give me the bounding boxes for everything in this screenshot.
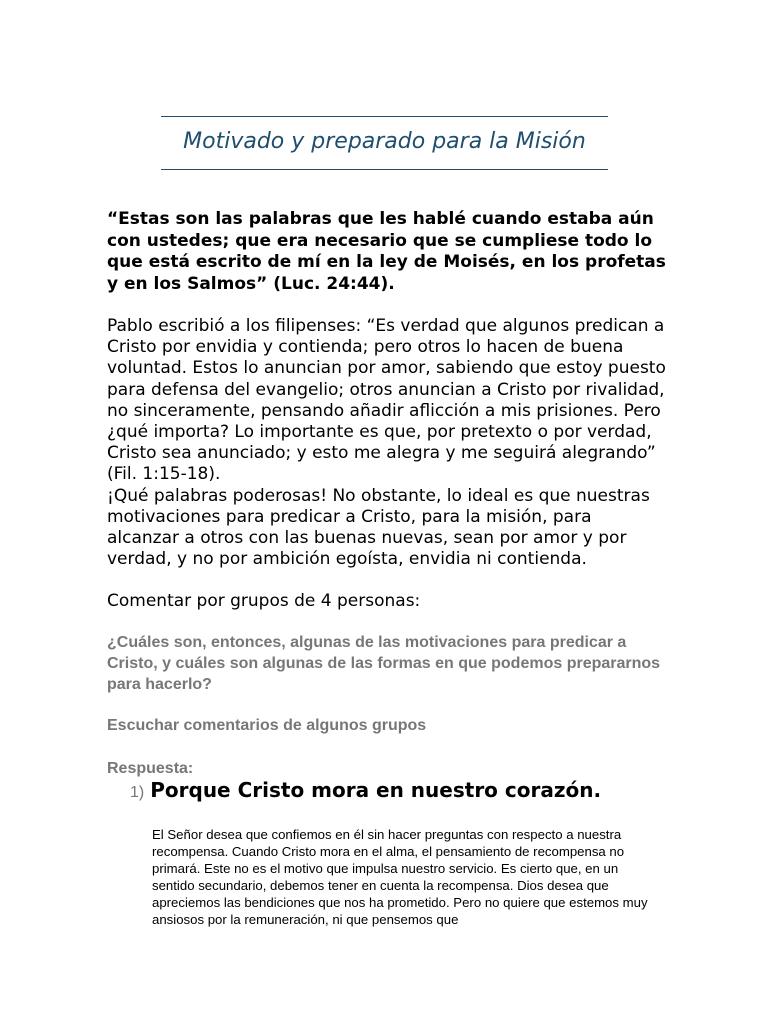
body-paragraph-1: Pablo escribió a los filipenses: “Es verdad que algunos predican a Cristo por envidia y contienda; pero otros lo hacen de buena voluntad. Estos lo anuncian por amor, sabiendo que estoy puesto para defensa del evangelio; otros anuncian a Cristo por rivalidad, no sinceramente, pensando añadir aflicción a mis prisiones. Pero ¿qué importa? Lo importante es que, por pretexto o por verdad, Cristo sea anunciado; y esto me alegra y me seguirá alegrando” (Fil. 1:15-18). — [107, 316, 666, 485]
document-title: Motivado y preparado para la Misión — [183, 129, 586, 154]
list-item-text: El Señor desea que confiemos en él sin hacer preguntas con respecto a nuestra recompensa. Cuando Cristo mora en el alma, el pensamiento de recompensa no primará. Este no es el motivo que impulsa nuestro servicio. Es cierto que, en un sentido secundario, debemos tener en cuenta la recompensa. Dios desea que apreciemos las bendiciones que nos ha prometido. Pero no quiere que estemos muy ansiosos por la remuneración, ni que pensemos que — [152, 827, 648, 927]
title-bottom-rule — [161, 169, 608, 170]
list-item — [130, 776, 601, 804]
discussion-question: ¿Cuáles son, entonces, algunas de las motivaciones para predicar a Cristo, y cuáles son algunas de las formas en que podemos prepararnos para hacerlo? — [107, 634, 661, 694]
answer-label: Respuesta: — [107, 760, 194, 777]
listen-instruction: Escuchar comentarios de algunos grupos — [107, 717, 427, 734]
body-paragraph-2: ¡Qué palabras poderosas! No obstante, lo ideal es que nuestras motivaciones para predicar a Cristo, para la misión, para alcanzar a otros con las buenas nuevas, sean por amor y por verdad, y no por ambición egoísta, envidia ni contienda. — [107, 485, 650, 570]
title-top-rule — [161, 116, 608, 117]
body-text — [107, 316, 667, 570]
list-item-heading: Porque Cristo mora en nuestro corazón. — [150, 778, 602, 802]
bible-quote: “Estas son las palabras que les hablé cuando estaba aún con ustedes; que era necesario que se cumpliese todo lo que está escrito de mí en la ley de Moisés, en los profetas y en los Salmos” (Luc. 24:44). — [107, 209, 666, 294]
list-item-number: 1) — [130, 784, 145, 801]
comment-instruction: Comentar por grupos de 4 personas: — [107, 591, 421, 611]
